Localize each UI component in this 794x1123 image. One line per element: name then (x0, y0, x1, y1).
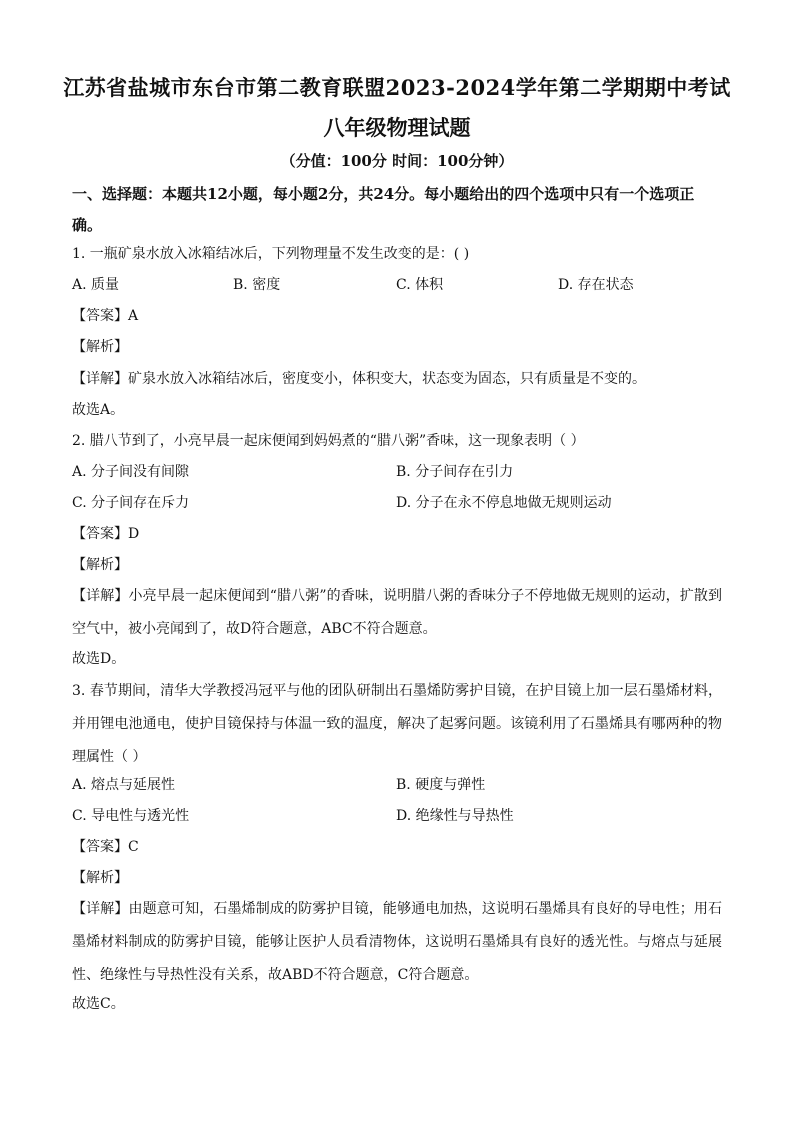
question-2-conclusion: 故选D。 (72, 651, 126, 667)
question-3-analysis-label: 【解析】 (72, 870, 128, 886)
question-1-option-a: A. 质量 (72, 277, 120, 293)
question-3-answer: 【答案】C (72, 839, 139, 855)
question-1-option-c: C. 体积 (396, 277, 444, 293)
question-1-option-b: B. 密度 (233, 277, 281, 293)
question-3-option-b: B. 硬度与弹性 (396, 777, 486, 793)
question-3-conclusion: 故选C。 (72, 996, 125, 1012)
question-1-option-d: D. 存在状态 (558, 277, 634, 293)
question-2-option-a: A. 分子间没有间隙 (72, 464, 190, 480)
question-2-option-d: D. 分子在永不停息地做无规则运动 (396, 495, 612, 511)
question-1-answer: 【答案】A (72, 308, 139, 324)
question-1-analysis-label: 【解析】 (72, 339, 128, 355)
exam-score-time: （分值：100分 时间：100分钟） (280, 152, 514, 170)
question-3-option-a: A. 熔点与延展性 (72, 777, 176, 793)
question-2-option-b: B. 分子间存在引力 (396, 464, 514, 480)
exam-title: 江苏省盐城市东台市第二教育联盟2023-2024学年第二学期期中考试 (63, 75, 731, 100)
question-3-detail: 【详解】由题意可知，石墨烯制成的防雾护目镜，能够通电加热，这说明石墨烯具有良好的导电性；用石墨烯材料制成的防雾护目镜，能够让医护人员看清物体，这说明石墨烯具有良好的透光性。与熔点与延展性、绝缘性与导热性没有关系，故ABD不符合题意，C符合题意。 (72, 901, 722, 983)
question-1-detail: 【详解】矿泉水放入冰箱结冰后，密度变小，体积变大，状态变为固态，只有质量是不变的。 (72, 371, 646, 387)
question-2-analysis-label: 【解析】 (72, 557, 128, 573)
section-heading: 一、选择题：本题共12小题，每小题2分，共24分。每小题给出的四个选项中只有一个选项正确。 (72, 185, 695, 234)
question-2-option-c: C. 分子间存在斥力 (72, 495, 190, 511)
question-2-answer: 【答案】D (72, 526, 140, 542)
question-2-stem: 2. 腊八节到了，小亮早晨一起床便闻到妈妈煮的“腊八粥”香味，这一现象表明（ ） (72, 433, 585, 449)
question-1-conclusion: 故选A。 (72, 402, 125, 418)
question-3-option-c: C. 导电性与透光性 (72, 808, 190, 824)
question-2-detail: 【详解】小亮早晨一起床便闻到“腊八粥”的香味，说明腊八粥的香味分子不停地做无规则的运动，扩散到空气中，被小亮闻到了，故D符合题意，ABC不符合题意。 (72, 588, 722, 637)
question-1-stem: 1. 一瓶矿泉水放入冰箱结冰后，下列物理量不发生改变的是：( ) (72, 246, 470, 262)
question-3-stem: 3. 春节期间，清华大学教授冯冠平与他的团队研制出石墨烯防雾护目镜，在护目镜上加一层石墨烯材料，并用锂电池通电，使护目镜保持与体温一致的温度，解决了起雾问题。该镜利用了石墨烯具有哪两种的物理属性（ ） (72, 683, 722, 765)
question-3-option-d: D. 绝缘性与导热性 (396, 808, 514, 824)
exam-subtitle: 八年级物理试题 (323, 115, 471, 140)
